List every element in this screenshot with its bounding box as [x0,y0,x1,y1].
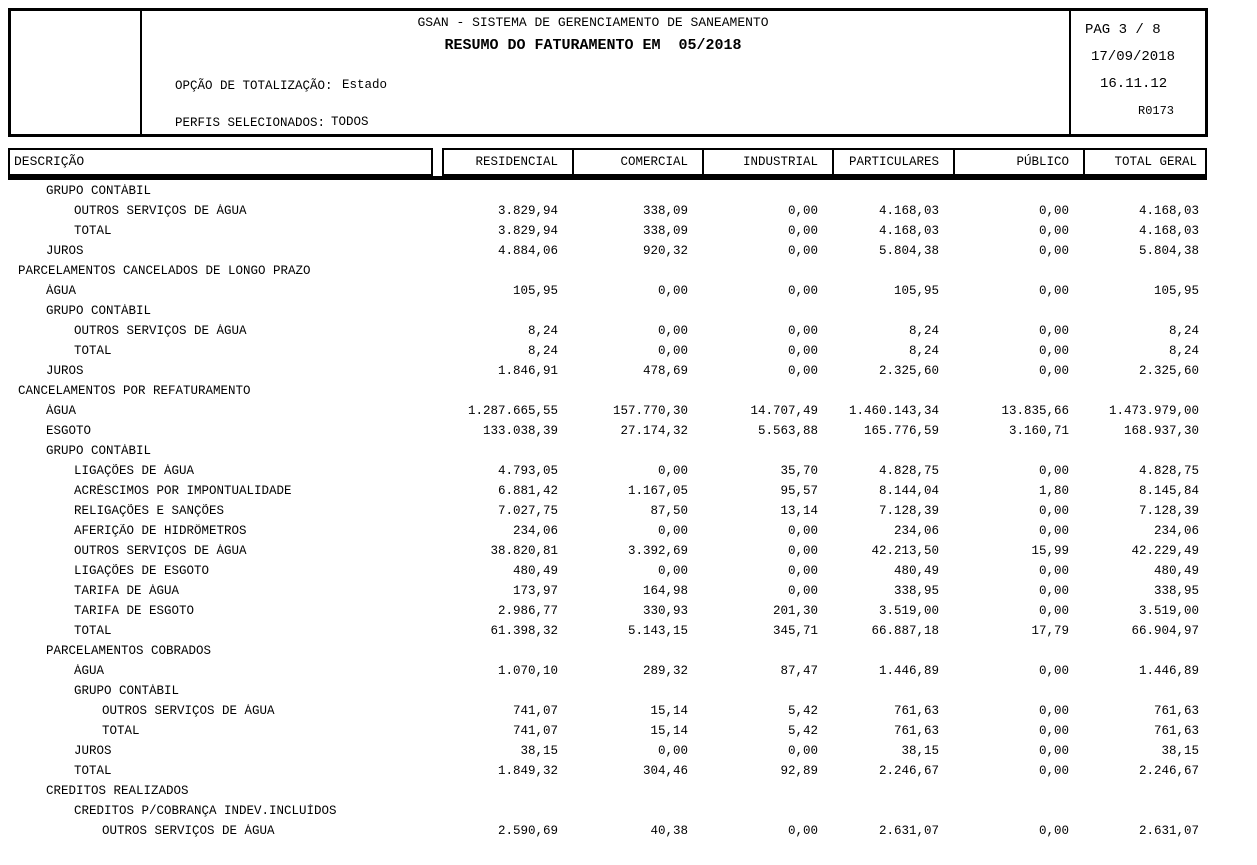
row-value: 38.820,81 [490,544,558,558]
row-label: TARIFA DE ESGOTO [74,604,195,618]
table-row [8,321,1207,341]
table-row [8,801,1207,821]
row-value: 7.128,39 [878,504,939,518]
row-value: 1.849,32 [497,764,558,778]
table-row [8,821,1207,841]
row-value: 168.937,30 [1123,424,1199,438]
row-value: 87,50 [650,504,688,518]
description-column-header: DESCRIÇÃO [8,148,433,176]
row-value: 0,00 [1038,744,1069,758]
row-value: 0,00 [1038,344,1069,358]
table-row [8,481,1207,501]
row-value: 0,00 [1038,204,1069,218]
totalization-label: OPÇÃO DE TOTALIZAÇÃO: [175,79,333,93]
row-value: 304,46 [642,764,688,778]
row-value: 61.398,32 [490,624,558,638]
row-value: 7.128,39 [1138,504,1199,518]
row-value: 8,24 [527,344,558,358]
table-row [8,501,1207,521]
row-value: 338,09 [642,224,688,238]
row-label: GRUPO CONTÁBIL [46,444,152,458]
row-value: 0,00 [1038,504,1069,518]
row-label: JUROS [46,244,84,258]
table-row [8,781,1207,801]
table-row [8,701,1207,721]
table-row [8,681,1207,701]
profiles-value: TODOS [331,115,369,129]
row-label: ESGOTO [46,424,92,438]
table-row [8,301,1207,321]
row-value: 0,00 [787,744,818,758]
column-header: TOTAL GERAL [1083,150,1205,174]
row-label: GRUPO CONTÁBIL [74,684,180,698]
row-value: 1.446,89 [1138,664,1199,678]
report-code: R0173 [1138,104,1175,118]
row-label: OUTROS SERVIÇOS DE ÁGUA [74,324,247,338]
row-label: OUTROS SERVIÇOS DE ÁGUA [102,704,275,718]
row-value: 234,06 [1153,524,1199,538]
row-value: 201,30 [772,604,818,618]
row-value: 13.835,66 [1001,404,1069,418]
row-value: 164,98 [642,584,688,598]
row-value: 4.168,03 [1138,224,1199,238]
row-value: 1.167,05 [627,484,688,498]
row-value: 761,63 [1153,704,1199,718]
row-value: 3.829,94 [497,204,558,218]
row-value: 38,15 [520,744,558,758]
column-header: INDUSTRIAL [702,150,832,174]
row-value: 38,15 [1161,744,1199,758]
row-value: 0,00 [1038,724,1069,738]
row-value: 3.829,94 [497,224,558,238]
row-label: OUTROS SERVIÇOS DE ÁGUA [74,204,247,218]
row-value: 0,00 [657,464,688,478]
row-value: 66.904,97 [1131,624,1199,638]
row-value: 4.793,05 [497,464,558,478]
row-value: 0,00 [657,324,688,338]
row-value: 4.884,06 [497,244,558,258]
report-title: RESUMO DO FATURAMENTO EM 05/2018 [444,37,742,54]
row-value: 338,09 [642,204,688,218]
row-value: 1,80 [1038,484,1069,498]
row-value: 95,57 [780,484,818,498]
row-value: 0,00 [787,364,818,378]
row-label: OUTROS SERVIÇOS DE ÁGUA [74,544,247,558]
row-value: 66.887,18 [871,624,939,638]
row-value: 40,38 [650,824,688,838]
row-value: 761,63 [1153,724,1199,738]
row-label: ÁGUA [46,284,77,298]
row-value: 741,07 [512,704,558,718]
row-value: 0,00 [1038,764,1069,778]
row-value: 0,00 [787,524,818,538]
row-label: TOTAL [102,724,140,738]
row-value: 1.846,91 [497,364,558,378]
row-label: CREDITOS REALIZADOS [46,784,189,798]
row-value: 165.776,59 [863,424,939,438]
row-value: 2.325,60 [878,364,939,378]
row-value: 3.392,69 [627,544,688,558]
row-value: 2.631,07 [878,824,939,838]
report-time: 16.11.12 [1100,76,1168,92]
value-column-headers [442,148,1207,176]
report-header-box [8,8,1208,137]
row-value: 761,63 [893,724,939,738]
row-value: 0,00 [787,344,818,358]
table-row [8,741,1207,761]
table-row [8,381,1207,401]
row-label: LIGAÇÕES DE ESGOTO [74,564,210,578]
row-label: CREDITOS P/COBRANÇA INDEV.INCLUÍDOS [74,804,337,818]
row-value: 480,49 [893,564,939,578]
row-value: 2.246,67 [1138,764,1199,778]
table-row [8,601,1207,621]
row-value: 0,00 [1038,604,1069,618]
row-label: RELIGAÇÕES E SANÇÕES [74,504,225,518]
row-value: 0,00 [1038,364,1069,378]
row-label: TARIFA DE ÁGUA [74,584,180,598]
row-value: 480,49 [1153,564,1199,578]
table-row [8,661,1207,681]
row-label: JUROS [46,364,84,378]
row-value: 0,00 [657,284,688,298]
row-value: 330,93 [642,604,688,618]
table-row [8,221,1207,241]
row-value: 8,24 [908,344,939,358]
row-value: 480,49 [512,564,558,578]
row-label: GRUPO CONTÁBIL [46,304,152,318]
row-value: 0,00 [1038,564,1069,578]
column-header: COMERCIAL [572,150,702,174]
row-value: 0,00 [1038,584,1069,598]
row-label: CANCELAMENTOS POR REFATURAMENTO [18,384,251,398]
row-value: 15,14 [650,724,688,738]
page-info-divider [1069,11,1071,134]
column-header: PÚBLICO [953,150,1083,174]
row-value: 3.160,71 [1008,424,1069,438]
profiles-label: PERFIS SELECIONADOS: [175,116,326,130]
row-value: 157.770,30 [612,404,688,418]
column-header: RESIDENCIAL [475,155,558,169]
row-value: 5.804,38 [878,244,939,258]
row-value: 42.213,50 [871,544,939,558]
row-value: 0,00 [1038,464,1069,478]
row-value: 8,24 [1168,324,1199,338]
table-row [8,181,1207,201]
table-row [8,341,1207,361]
row-label: TOTAL [74,344,112,358]
row-value: 17,79 [1031,624,1069,638]
row-value: 0,00 [787,324,818,338]
row-value: 2.590,69 [497,824,558,838]
row-label: ACRÉSCIMOS POR IMPONTUALIDADE [74,484,292,498]
row-value: 14.707,49 [750,404,818,418]
row-value: 2.986,77 [497,604,558,618]
page-number: PAG 3 / 8 [1085,22,1161,38]
row-value: 8.144,04 [878,484,939,498]
table-row [8,461,1207,481]
row-label: ÁGUA [74,664,105,678]
row-label: ÁGUA [46,404,77,418]
row-value: 0,00 [657,524,688,538]
table-row [8,401,1207,421]
table-row [8,421,1207,441]
row-value: 4.168,03 [878,204,939,218]
row-value: 741,07 [512,724,558,738]
row-value: 35,70 [780,464,818,478]
row-value: 38,15 [901,744,939,758]
row-value: 6.881,42 [497,484,558,498]
row-label: GRUPO CONTÁBIL [46,184,152,198]
row-label: LIGAÇÕES DE ÁGUA [74,464,195,478]
row-value: 105,95 [512,284,558,298]
row-value: 27.174,32 [620,424,688,438]
row-value: 5.143,15 [627,624,688,638]
row-label: TOTAL [74,624,112,638]
row-value: 4.168,03 [878,224,939,238]
row-label: PARCELAMENTOS CANCELADOS DE LONGO PRAZO [18,264,311,278]
row-value: 1.070,10 [497,664,558,678]
row-value: 0,00 [1038,704,1069,718]
table-row [8,561,1207,581]
table-row [8,241,1207,261]
table-row [8,201,1207,221]
row-value: 0,00 [1038,524,1069,538]
row-value: 0,00 [787,544,818,558]
row-value: 1.287.665,55 [467,404,558,418]
row-value: 1.460.143,34 [848,404,939,418]
table-row [8,281,1207,301]
row-value: 8,24 [1168,344,1199,358]
report-date: 17/09/2018 [1091,49,1176,65]
table-row [8,641,1207,661]
row-value: 345,71 [772,624,818,638]
row-value: 4.168,03 [1138,204,1199,218]
row-value: 478,69 [642,364,688,378]
table-row [8,361,1207,381]
row-value: 7.027,75 [497,504,558,518]
row-value: 8,24 [908,324,939,338]
row-value: 8.145,84 [1138,484,1199,498]
table-row [8,581,1207,601]
table-row [8,541,1207,561]
row-label: TOTAL [74,764,112,778]
row-label: PARCELAMENTOS COBRADOS [46,644,212,658]
table-header-underline [8,176,1207,180]
table-row [8,721,1207,741]
table-row [8,521,1207,541]
row-value: 0,00 [657,344,688,358]
row-value: 5,42 [787,704,818,718]
table-body [8,181,1207,841]
row-value: 87,47 [780,664,818,678]
row-value: 5,42 [787,724,818,738]
row-value: 3.519,00 [878,604,939,618]
row-value: 0,00 [657,744,688,758]
table-row [8,261,1207,281]
row-value: 0,00 [787,204,818,218]
row-value: 289,32 [642,664,688,678]
row-value: 0,00 [1038,324,1069,338]
table-row [8,621,1207,641]
row-label: AFERIÇÃO DE HIDRÔMETROS [74,524,247,538]
row-value: 5.563,88 [757,424,818,438]
row-value: 3.519,00 [1138,604,1199,618]
system-title: GSAN - SISTEMA DE GERENCIAMENTO DE SANEAMENTO [417,15,769,30]
row-value: 234,06 [893,524,939,538]
row-value: 0,00 [657,564,688,578]
row-value: 15,99 [1031,544,1069,558]
row-value: 920,32 [642,244,688,258]
row-value: 5.804,38 [1138,244,1199,258]
row-value: 0,00 [787,564,818,578]
row-value: 2.325,60 [1138,364,1199,378]
row-value: 0,00 [787,824,818,838]
row-value: 234,06 [512,524,558,538]
row-value: 1.473.979,00 [1108,404,1199,418]
row-value: 1.446,89 [878,664,939,678]
row-value: 0,00 [787,224,818,238]
row-value: 4.828,75 [1138,464,1199,478]
row-value: 0,00 [787,584,818,598]
row-label: JUROS [74,744,112,758]
row-value: 338,95 [893,584,939,598]
table-row [8,761,1207,781]
row-label: OUTROS SERVIÇOS DE ÁGUA [102,824,275,838]
row-value: 0,00 [787,244,818,258]
row-value: 338,95 [1153,584,1199,598]
totalization-value: Estado [342,78,388,92]
row-value: 0,00 [787,284,818,298]
row-value: 8,24 [527,324,558,338]
row-value: 4.828,75 [878,464,939,478]
row-label: TOTAL [74,224,112,238]
row-value: 133.038,39 [482,424,558,438]
row-value: 42.229,49 [1131,544,1199,558]
row-value: 105,95 [893,284,939,298]
row-value: 15,14 [650,704,688,718]
row-value: 0,00 [1038,824,1069,838]
column-header: PARTICULARES [832,150,953,174]
row-value: 0,00 [1038,224,1069,238]
row-value: 105,95 [1153,284,1199,298]
row-value: 0,00 [1038,284,1069,298]
row-value: 2.631,07 [1138,824,1199,838]
row-value: 92,89 [780,764,818,778]
table-row [8,441,1207,461]
row-value: 0,00 [1038,244,1069,258]
row-value: 0,00 [1038,664,1069,678]
row-value: 13,14 [780,504,818,518]
row-value: 173,97 [512,584,558,598]
row-value: 2.246,67 [878,764,939,778]
row-value: 761,63 [893,704,939,718]
